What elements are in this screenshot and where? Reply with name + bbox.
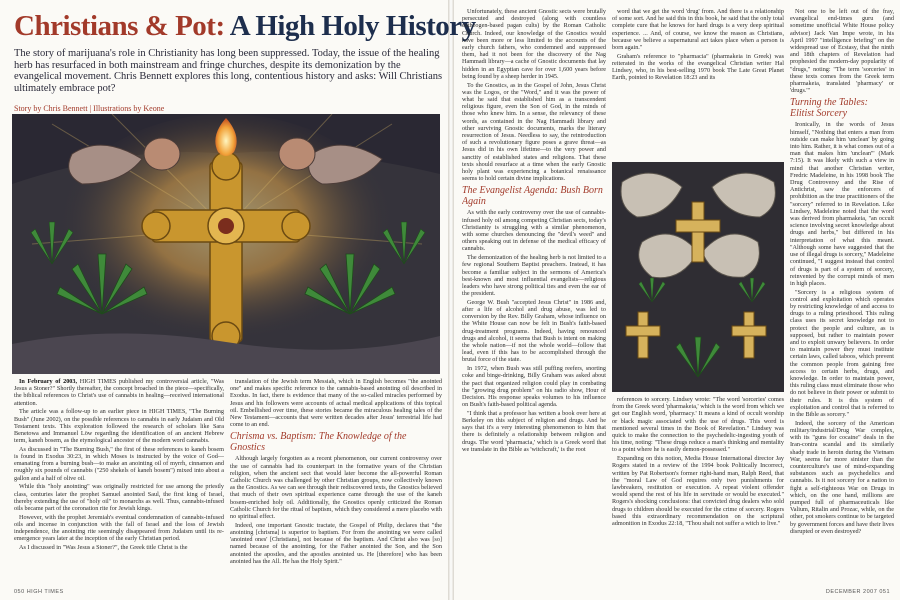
section-heading-evangelist: The Evangelist Agenda: Bush Born Again <box>462 185 603 207</box>
paragraph: George W. Bush "accepted Jesus Christ" in 1986 and, after a life of alcohol and drug abuse, was led to conversion by the Rev. Billy Graham, whose influence on the White House can now be felt in Bush's faith-based drug-treatment programs. Indeed, having renounced drugs and alcohol, it seems that Bush is intent on making the whole nation—if not the whole world—follow that lead, even if this has to be accomplished through the brutal force of the state. <box>462 298 606 364</box>
paragraph: As I discussed in "Was Jesus a Stoner?", the Greek title Christ is the <box>19 543 188 551</box>
paragraph: "I think that a professor has written a book over here at Berkeley on this subject of religion and drugs. And he says that it's a very interesting phenomenon to him that there is definitely a relationship between religion and drugs. The word 'pharmacia,' which is a Greek word that we translate in the Bible as 'witchcraft,' is the root <box>462 409 606 453</box>
paragraph: As with the early controversy over the use of cannabis-infused holy oil among competing Christian sects, today's Christianity is struggling with a similar phenomenon, with some churches denouncing the "devil's weed" and others speaking out in defense of the medical efficacy of cannabis. <box>462 209 606 253</box>
column-2 <box>230 378 442 586</box>
paragraph: The article was a follow-up to an earlier piece in HIGH TIMES, "The Burning Bush" (June 2002), on the possible references to cannabis in early Judaism and Old Testament texts. This exploration followed the research of scholars like Sara Benetowa and Immanuel Löw regarding the identification of an ancient Hebrew term, kaneh bosem, as the etymological ancestor of the modern word cannabis. <box>14 408 224 445</box>
paragraph: Indeed, one important Gnostic tractate, the Gospel of Philip, declares that "the anointing [chrisma] is superior to baptism. For from the anointing we were called 'anointed ones' [Christians], not because of the baptism. And Christ also was [so] named because of the anointing, for the Father anointed the Son, and the Son anointed the apostles, and the apostles anointed us. He [therefore] who has been anointed has the All. He has the Holy Spirit." <box>230 521 442 565</box>
paragraph: However, with the prophet Jeremiah's eventual condemnation of cannabis-infused oils and incense in conjunction with the fall of Israel and the loss of Jewish independence, the anointing rite seemingly disappeared from Judaism until its re-emergence years later at the inception of the early Christian period. <box>14 513 224 543</box>
column-1 <box>14 378 224 586</box>
column-5 <box>790 8 894 586</box>
paragraph: Unfortunately, these ancient Gnostic sects were brutally persecuted and destroyed (along with countless entheogen-based pagan cults) by the Roman Catholic Church. Indeed, our knowledge of the Gnostics would have been more or less limited to the accounts of the early church fathers, who condemned and suppressed them, had it not been for the discovery of the Nag Hammadi library—a cache of Gnostic documents that lay hidden in an Egyptian cave for over 1,600 years before being found by a sheep herder in 1945. <box>462 8 606 80</box>
folio-right: DECEMBER 2007 051 <box>825 589 890 595</box>
paragraph: Ironically, in the words of Jesus himself, "Nothing that enters a man from outside can make him 'unclean' by going into him. Rather, it is what comes out of a man that makes him 'unclean'" (Mark 7:15). It was likely with such a view in mind that another Christian writer, Fredric Madeleine, in his 1998 book The Drug Controversy and the Rise of Antichrist, saw the enforcers of prohibition as the true practitioners of the "sorcery" referred to in Revelation. Like Lindsey, Madeleine noted that the word was derived from pharmakeia, "an occult science involving secret knowledge about drugs and herbs," but differed in his interpretation of what this meant. "Although some have suggested that the use of illegal drugs is sorcery," Madeleine continued, "I suggest instead that control of drugs is part of a system of sorcery, reinvented by the corrupt minds of men in high places. <box>790 121 894 287</box>
byline: Story by Chris Bennett | Illustrations by Keone <box>14 104 165 113</box>
secondary-illustration <box>612 162 784 392</box>
section-heading-sorcery: Turning the Tables: Elitist Sorcery <box>790 97 868 119</box>
section-heading-gnostics: Chrisma vs. Baptism: The Knowledge of the Gnostics <box>230 431 407 453</box>
paragraph: Not one to be left out of the fray, evangelical end-times guru (and sometime unofficial White House policy advisor) Jack Van Impe wrote, in his April 1997 "intelligence briefing" on the widespread use of Ecstasy, that the ninth and 18th chapters of Revelation had prophesied the modern-day popularity of "drugs," noting: "The term 'sorceries' in these texts comes from the Greek term pharmakeia, translated 'pharmacy' or 'drugs.'" <box>790 8 894 95</box>
lead-bold: In February of 2003, <box>19 378 78 385</box>
folio-left: 050 HIGH TIMES <box>14 589 64 595</box>
illustration-svg <box>12 114 440 374</box>
paragraph: "Sorcery is a religious system of control and exploitation which operates by restricting knowledge of and access to drugs to a ruling priesthood. This ruling class uses its secret knowledge not to protect the people and culture, as is supposed, but rather to maintain power and to exploit unwary believers. In order to maintain power they must institute certain laws, called taboos, which prevent the common people from gaining free access to certain herbs, drugs, and knowledge. In order to maintain power, this ruling class must eliminate those who do not believe in their power or submit to their rules. It is this system of exploitation and control that is referred to in the Bible as sorcery." <box>790 288 894 419</box>
paragraph: To the Gnostics, as in the Gospel of John, Jesus Christ was the Logos, or the "Word," and it was the power of what he said that established him as a transcendent religious figure, even the Son of God, in the minds of those who knew him. In a sense, the relevancy of these words, as contained in the Nag Hammadi library and other surviving Gnostic documents, marks the literary resurrection of Jesus. Needless to say, the reintroduction of such a revolutionary figure poses a grave threat—as Jesus did in his own lifetime—to the very power and sanctity of established states and religions. That these texts should resurface at a time when the early Gnostic holy plant was experiencing a botanical renaissance seems to hold certain divine implications. <box>462 81 606 183</box>
paragraph: word that we get the word 'drug' from. And there is a relationship of some sort. And he said this in this book, he said that the only total complete cure that he knows for hard drugs is a very deep spiritual experience. ... And, of course, we know the reason as Christians, because we believe a supernatural act takes place when a person is born again." <box>612 8 784 52</box>
paragraph: As discussed in "The Burning Bush," the first of these references to kaneh bosem is found in Exodus 30:23, in which Moses is instructed by the voice of God—emanating from a burning bush—to make an anointing oil of myrrh, cinnamon and roughly six pounds of cannabis ("250 shekels of kaneh bosem") mixed into about a gallon and a half of olive oil. <box>14 445 224 482</box>
paragraph: Although largely forgotten as a recent phenomenon, our current controversy over the use of cannabis had its counterpart in the formative years of the Christian religion, when the ancient sect that would later become the all-powerful Roman Catholic Church was challenged by other Christian groups, now collectively known as the Gnostics. As we can see through their rediscovered texts, the Gnostics believed that much of their own spiritual experience came through the use of the kaneh bosem-enriched holy oil. Additionally, the Gnostics openly criticized the Roman Catholic Church for the ritual of baptism, which they considered a mere placebo with no spiritual effect. <box>230 455 442 521</box>
main-illustration <box>12 114 440 374</box>
article-title <box>14 10 476 42</box>
paragraph: translation of the Jewish term Messiah, which in English becomes "the anointed one" and makes specific reference to the cannabis-based anointing oil described in Exodus. In fact, there is evidence that many of the so-called miracles performed by Jesus and his followers were accounts of actual medical applications of this topical oil. Embellished over time, these stories became the miraculous healing tales of the New Testament—accounts that were written decades after Jesus' terrestrial life had come to an end. <box>230 378 442 429</box>
page-gutter <box>448 0 454 600</box>
lead-text: HIGH TIMES published my controversial article, "Was Jesus a Stoner?" Shortly thereafter, the concept broached in the piece—specifically, the biblical references to Christ's use of cannabis in healing—received international attention. <box>14 378 224 407</box>
column-4-top <box>612 8 784 158</box>
paragraph: Expanding on this notion, Media House International director Jay Rogers stated in a review of the 1994 book Politically Incorrect, written by Pat Robertson's former right-hand man, Ralph Reed, that the "moral Law of God requires only two punishments for lawbreakers, restitution or execution. A repeat violent offender would spend the rest of his life in servitude or would be executed." Rogers's shocking conclusions: that convicted drug dealers who sold drugs to children should be executed for the crime of sorcery. Rogers based this extraordinary recommendation on the scriptural admonition in Exodus 22:18, "Thou shalt not suffer a witch to live." <box>612 455 784 527</box>
lead-paragraph <box>14 378 224 407</box>
title-part-1: Christians & Pot: <box>14 10 225 42</box>
paragraph: references to sorcery. Lindsey wrote: "The word 'sorceries' comes from the Greek word 'pharmakeia,' which is the word from which we get our English word, 'pharmacy.' It means a kind of occult worship or black magic associated with the use of drugs. This word is mentioned several times in the Book of Revelation." Lindsey was quick to make the connection to the psychedelic-ingesting youth of his time, noting: "These drugs reduce a man's thinking and mentality to a point where he is easily demon-possessed." <box>612 396 784 454</box>
paragraph: While this "holy anointing" was originally restricted for use among the priestly class, centuries later the prophet Samuel anointed Saul, the first king of Israel, thereby extending the use of "holy oil" to monarchs as well. Thus, cannabis-infused oils became part of the coronation rite for Jewish kings. <box>14 483 224 512</box>
column-3 <box>462 8 606 586</box>
paragraph: Graham's reference to "pharmacia" (pharmakeia in Greek) was reiterated in the works of the evangelical Christian writer Hal Lindsey, who, in his best-selling 1970 book The Late Great Planet Earth, pointed to Revelation 18:23 and its <box>612 52 784 82</box>
paragraph: In 1972, when Bush was still puffing reefers, snorting coke and binge-drinking, Billy Graham was asked about the pact that organized religion could play in combating the "growing drug problem" on his radio show, Hour of Decision. His response speaks volumes to his influence on Bush's faith-based political agenda. <box>462 365 606 409</box>
article-deck: The story of marijuana's role in Christianity has long been suppressed. Today, the issue of the healing herb has resurfaced in both mainstream and fringe churches, despite its demonization by the evangelical movement. Chris Bennett explores this long, contentious history and asks: Will Christians ultimately embrace pot? <box>14 48 443 94</box>
title-part-2: A High Holy History <box>224 10 476 42</box>
secondary-illustration-svg <box>612 162 784 392</box>
paragraph: The demonization of the healing herb is not limited to a few regional Southern Baptist preachers. Instead, it has become a familiar subject in the sermons of America's best-known and most influential evangelists—religious leaders who have strong political ties and even the ear of the president. <box>462 254 606 298</box>
column-4-bottom <box>612 396 784 586</box>
paragraph: Indeed, the sorcery of the American military/industrial/Drug War complex, with its "guns for cocaine" deals in the Iran-contra scandal and its similarly shady trade in heroin during the Vietnam War, seems far more sinister than the counterculture's use of mind-expanding substances such as psychedelics and cannabis. Is it not sorcery for a nation to fight a self-righteous War on Drugs in which, on the one hand, millions are pumped full of pharmaceuticals like Valium, Ritalin and Prozac, while, on the other, pot smokers continue to be targeted by government forces and have their lives disrupted or even destroyed? <box>790 419 894 535</box>
